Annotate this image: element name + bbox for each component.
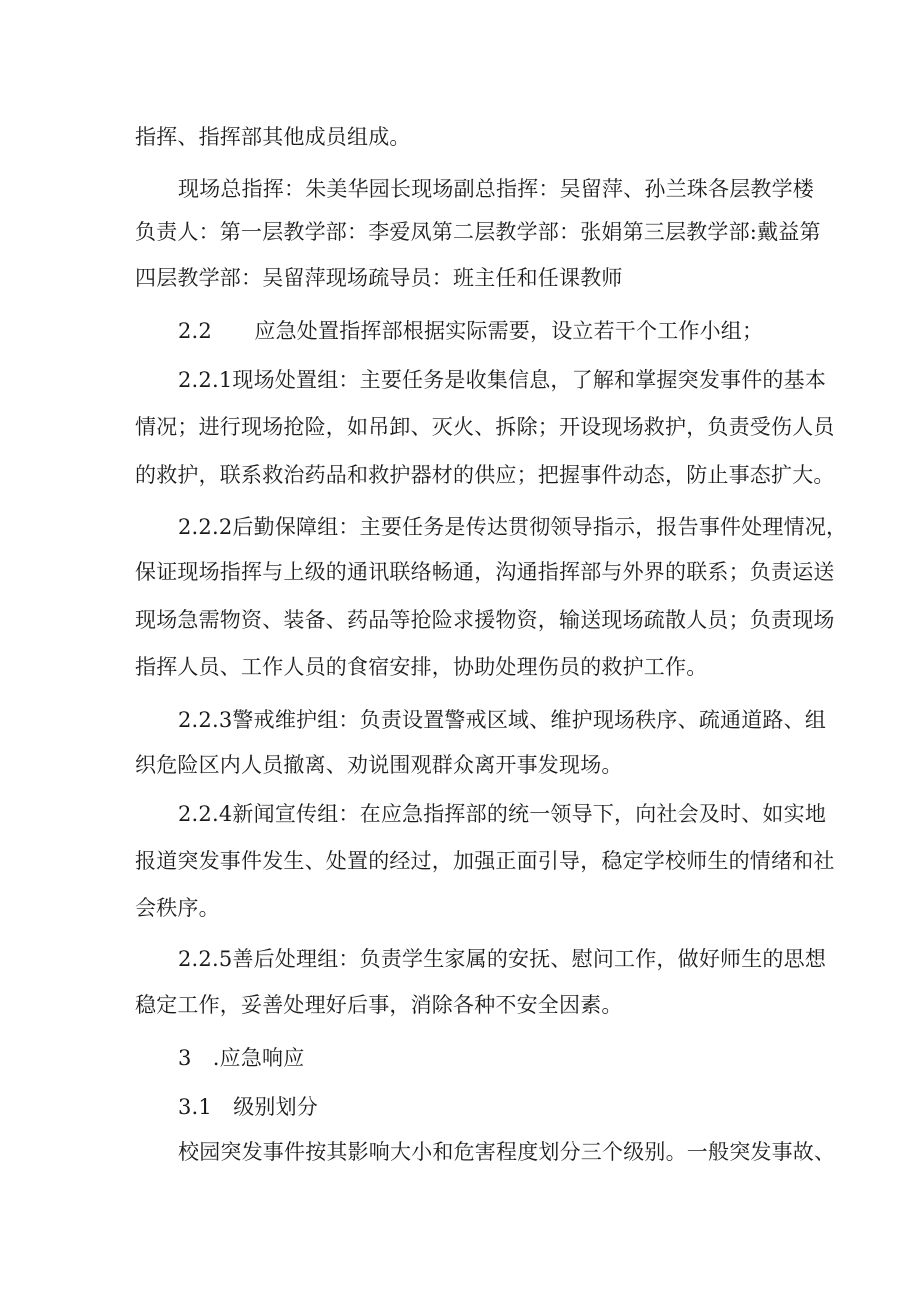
text-line: 保证现场指挥与上级的通讯联络畅通，沟通指挥部与外界的联系；负责运送: [135, 560, 835, 584]
text-line: 校园突发事件按其影响大小和危害程度划分三个级别。一般突发事故、: [178, 1140, 836, 1164]
section-heading: 3.1 级别划分: [178, 1095, 318, 1119]
text-line: 稳定工作，妥善处理好后事，消除各种不安全因素。: [135, 993, 623, 1017]
text-line: 四层教学部：吴留萍现场疏导员：班主任和任课教师: [135, 266, 623, 290]
text-line: 2.2.2后勤保障组：主要任务是传达贯彻领导指示，报告事件处理情况，: [178, 515, 848, 539]
text-line: 情况；进行现场抢险，如吊卸、灭火、拆除；开设现场救护，负责受伤人员: [135, 415, 835, 439]
text-line: 的救护，联系救治药品和救护器材的供应；把握事件动态，防止事态扩大。: [135, 463, 835, 487]
text-line: 负责人：第一层教学部：李爱凤第二层教学部：张娟第三层教学部:戴益第: [135, 220, 821, 244]
text-line: 指挥、指挥部其他成员组成。: [135, 125, 411, 149]
text-line: 2.2.4新闻宣传组：在应急指挥部的统一领导下，向社会及时、如实地: [178, 802, 827, 826]
section-heading: 3 .应急响应: [178, 1046, 305, 1070]
text-line: 指挥人员、工作人员的食宿安排，协助处理伤员的救护工作。: [135, 655, 708, 679]
text-line: 2.2.1现场处置组：主要任务是收集信息，了解和掌握突发事件的基本: [178, 368, 827, 392]
text-line: 会秩序。: [135, 896, 220, 920]
text-line: 现场急需物资、装备、药品等抢险求援物资，输送现场疏散人员；负责现场: [135, 608, 835, 632]
text-line: 2.2.3警戒维护组：负责设置警戒区域、维护现场秩序、疏通道路、组: [178, 708, 827, 732]
text-line: 现场总指挥：朱美华园长现场副总指挥：吴留萍、孙兰珠各层教学楼: [178, 177, 814, 201]
text-line: 织危险区内人员撤离、劝说围观群众离开事发现场。: [135, 753, 623, 777]
section-heading: 2.2 应急处置指挥部根据实际需要，设立若干个工作小组；: [178, 319, 764, 343]
text-line: 2.2.5善后处理组：负责学生家属的安抚、慰问工作，做好师生的思想: [178, 947, 827, 971]
text-line: 报道突发事件发生、处置的经过，加强正面引导，稳定学校师生的情绪和社: [135, 849, 835, 873]
